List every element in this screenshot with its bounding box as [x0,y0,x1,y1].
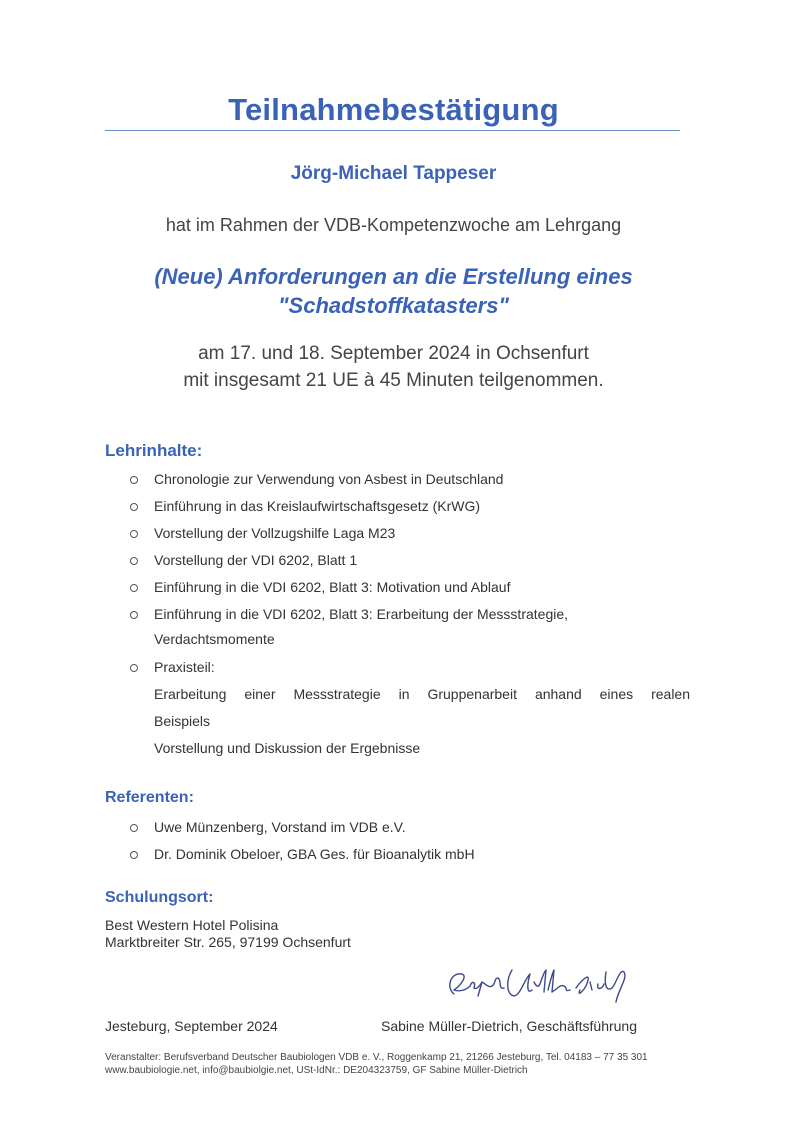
handwritten-signature [440,960,640,1010]
participant-name: Jörg-Michael Tappeser [290,163,497,184]
certificate-page: Teilnahmebestätigung Jörg-Michael Tappeser hat im Rahmen der VDB-Kompetenzwoche am Lehrgang (Neue) Anforderungen an die Erstellung eines "Schadstoffkatasters" am 17. und 18. September 2024 in Ochsenfurt mit insgesamt 21 UE à 45 Minuten teilgenommen. Lehrinhalte: Chronologie zur Verwendung von Asbest in Deutschland Einführung in das Kreislaufwirtschaftsgesetz (KrWG) Vorstellung der Vollzugshilfe Laga M23 Vorstellung der VDI 6202, Blatt 1 Einführung in die VDI 6202, Blatt 3: Motivation und Ablauf Einführung in die VDI 6202, Blatt 3: Erarbeitung der Messstrategie, Verdachtsmomente Praxisteil: Erarbeitung einer Messstrategie in Gruppenarbeit anhand eines realen Beispiels Vorstellung und Diskussion der Ergebnisse Referenten: Uwe Münzenberg, Vorstand im VDB e.V. Dr. Dominik Obeloer, GBA Ges. für Bioanalytik mbH Schulungsort: Best Western Hotel Polisina Marktbreiter Str. 265, 97199 Ochsenfurt Jesteburg, September 2024 Sabine Müller-Dietrich, Geschäftsführung Veranstalter: Berufsverband Deutscher Baubiologen VDB e. V., Roggenkamp 21, 21266 Jesteburg, Tel. 04183 – 77 35 301 www.baubiologie.net, info@baubiolgie.net, USt-IdNr.: DE204323759, GF Sabine Müller-Dietrich [0,0,787,1127]
lehrinhalte-heading: Lehrinhalte: [105,441,203,460]
praxis-word: eines [599,686,634,702]
intro-text: hat im Rahmen der VDB-Kompetenzwoche am Lehrgang [165,215,622,235]
praxis-word: Messstrategie [293,686,381,702]
venue-name: Best Western Hotel Polisina [105,917,279,933]
place-date: Jesteburg, September 2024 [105,1018,278,1034]
circle-bullet-icon [130,851,138,859]
lehrinhalt-item-continuation: Verdachtsmomente [154,631,275,647]
signer-name: Sabine Müller-Dietrich, Geschäftsführung [381,1018,638,1034]
praxis-word: Gruppenarbeit [427,686,517,702]
dates-line-2: mit insgesamt 21 UE à 45 Minuten teilgenommen. [183,370,604,391]
praxisteil-line-2: Beispiels [154,713,211,729]
circle-bullet-icon [130,557,138,565]
footer-organizer: Veranstalter: Berufsverband Deutscher Baubiologen VDB e. V., Roggenkamp 21, 21266 Jesteburg, Tel. 04183 – 77 35 301 [105,1052,648,1063]
circle-bullet-icon [130,664,138,672]
course-dates [0,340,787,394]
praxis-word: in [398,686,410,702]
praxis-word: anhand [534,686,582,702]
certificate-title: Teilnahmebestätigung [228,92,559,127]
course-title [0,262,787,320]
circle-bullet-icon [130,476,138,484]
praxisteil-line-3: Vorstellung und Diskussion der Ergebnisse [154,740,421,756]
referenten-heading: Referenten: [105,789,194,806]
dates-line-1: am 17. und 18. September 2024 in Ochsenfurt [198,343,589,364]
circle-bullet-icon [130,584,138,592]
title-divider [105,130,680,131]
footer-contact: www.baubiologie.net, info@baubiolgie.net, USt-IdNr.: DE204323759, GF Sabine Müller-Dietrich [105,1065,528,1076]
praxis-word: einer [244,686,276,702]
praxis-word: realen [651,686,690,702]
circle-bullet-icon [130,611,138,619]
circle-bullet-icon [130,503,138,511]
schulungsort-heading: Schulungsort: [105,889,214,906]
praxisteil-line-1 [154,686,690,702]
praxis-word: Erarbeitung [154,686,227,702]
course-title-line-1: (Neue) Anforderungen an die Erstellung eines [154,264,633,289]
circle-bullet-icon [130,824,138,832]
circle-bullet-icon [130,530,138,538]
course-title-line-2: "Schadstoffkatasters" [278,293,509,318]
venue-address: Marktbreiter Str. 265, 97199 Ochsenfurt [105,934,351,950]
